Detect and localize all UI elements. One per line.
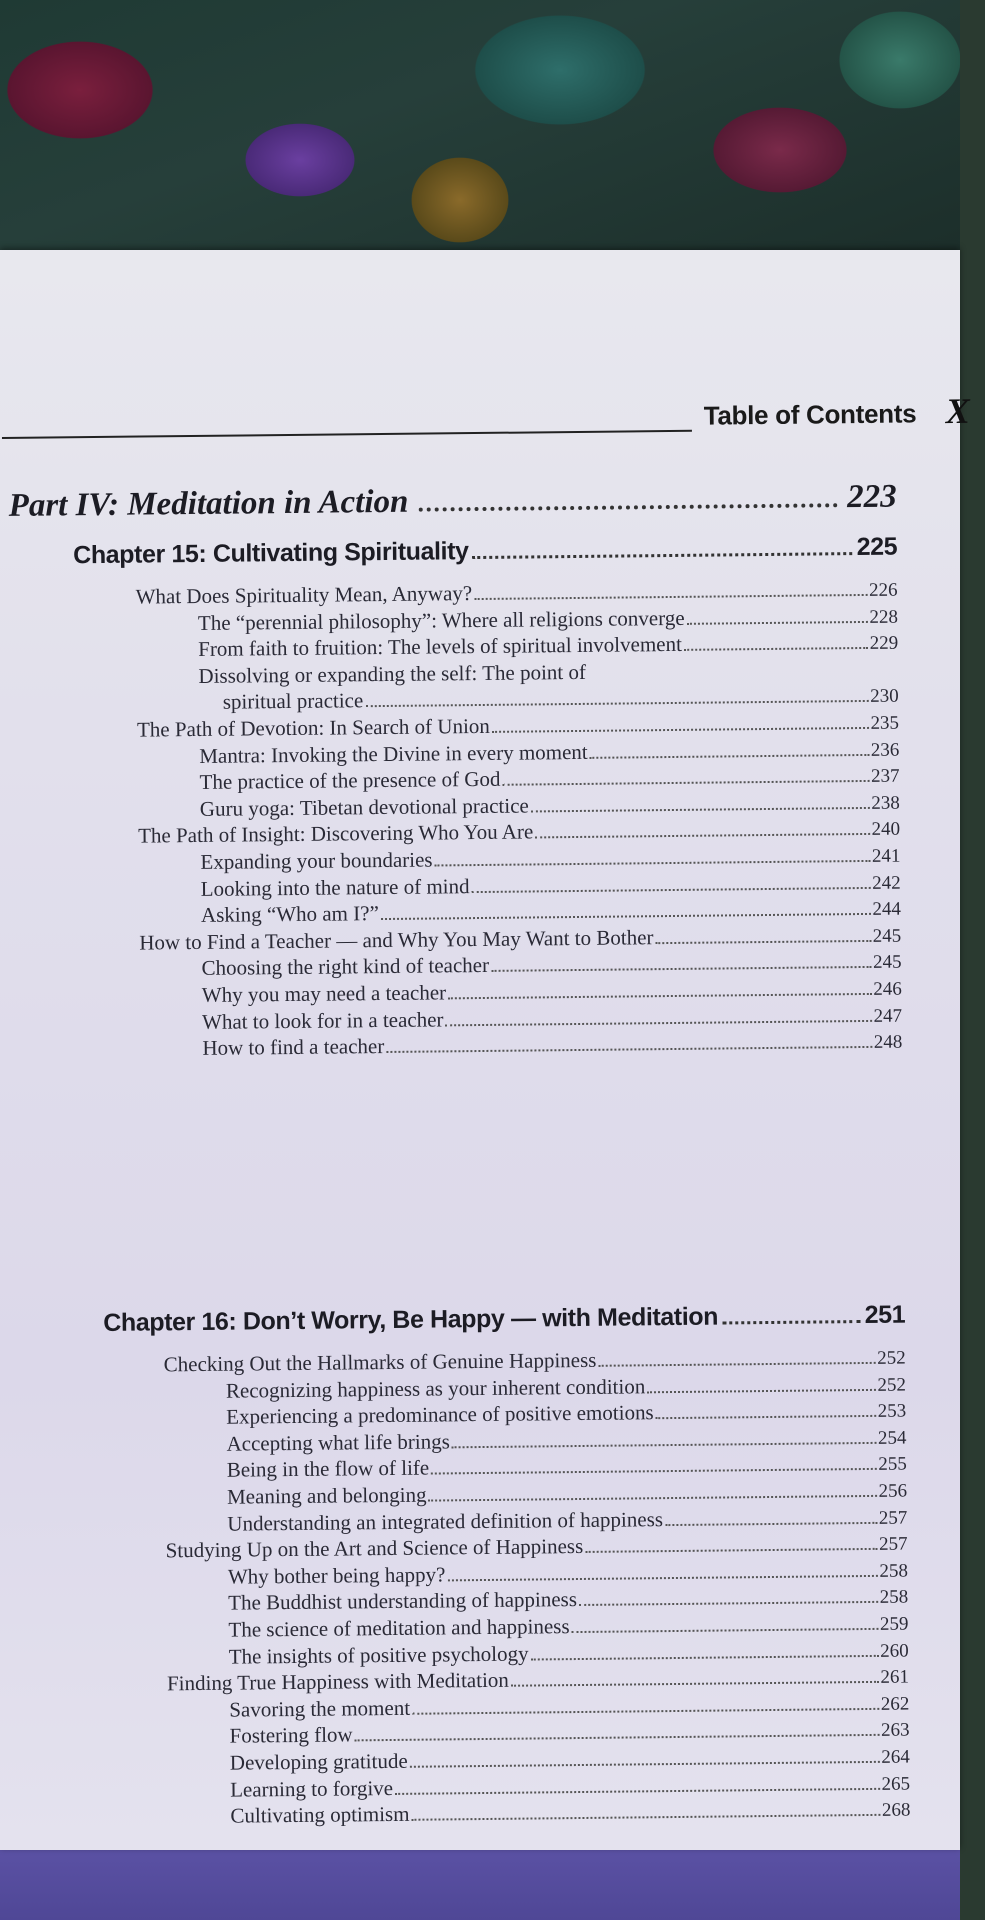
toc-entry-page-number: 228 — [869, 606, 898, 628]
dot-leader — [446, 1020, 872, 1026]
toc-entry-text: spiritual practice — [222, 688, 364, 715]
dot-leader — [722, 1320, 861, 1324]
dot-leader — [491, 966, 871, 972]
header-rule — [2, 430, 692, 439]
toc-entry-page-number: 226 — [869, 579, 898, 601]
toc-entry-page-number: 248 — [873, 1031, 903, 1054]
part-page-number: 223 — [846, 478, 897, 516]
dot-leader — [474, 594, 867, 600]
toc-entry-text: Looking into the nature of mind — [200, 873, 470, 901]
toc-entry-text: Learning to forgive — [230, 1775, 394, 1802]
toc-entry-text: What to look for in a teacher — [201, 1006, 444, 1034]
dot-leader — [684, 647, 868, 651]
dot-leader — [535, 833, 869, 839]
toc-entry-text: Dissolving or expanding the self: The point of — [198, 659, 587, 688]
toc-entry-page-number: 238 — [871, 792, 900, 814]
toc-entry-text: The Path of Insight: Discovering Who You Are — [138, 819, 534, 848]
chapter-heading — [73, 533, 897, 571]
dot-leader — [431, 1468, 876, 1475]
toc-entry-page-number: 259 — [879, 1613, 909, 1635]
toc-entry-text: The “perennial philosophy”: Where all religions converge — [197, 605, 685, 635]
dot-leader — [687, 621, 868, 625]
dot-leader — [429, 1495, 877, 1502]
dot-leader — [647, 1388, 875, 1392]
toc-entry-text: How to Find a Teacher — and Why You May Want to Bother — [139, 924, 654, 955]
toc-entry-page-number: 264 — [881, 1746, 910, 1768]
toc-entry-text: Choosing the right kind of teacher — [201, 953, 490, 981]
toc-entry-page-number: 236 — [870, 739, 900, 761]
toc-entry-text: The Path of Devotion: In Search of Union — [136, 713, 490, 742]
dot-leader — [435, 860, 870, 867]
toc-entry-text: How to find a teacher — [202, 1034, 385, 1061]
toc-entry-text: Mantra: Invoking the Divine in every moment — [199, 739, 588, 768]
toc-entry — [198, 630, 898, 662]
dot-leader — [355, 1734, 879, 1741]
toc-entry-text: Experiencing a predominance of positive emotions — [226, 1400, 654, 1429]
toc-entry-page-number: 260 — [880, 1640, 909, 1662]
page-content — [0, 240, 977, 1850]
dot-leader — [418, 503, 837, 511]
dot-leader — [386, 1046, 872, 1053]
dot-leader — [381, 913, 871, 920]
toc-entry-page-number: 246 — [873, 978, 902, 1000]
toc-entry-text: Studying Up on the Art and Science of Happiness — [165, 1534, 584, 1563]
dot-leader — [472, 887, 871, 893]
toc-entry-text: Developing gratitude — [229, 1748, 408, 1775]
toc-entry-text: Fostering flow — [229, 1722, 353, 1749]
toc-entry-text: The practice of the presence of God — [199, 766, 501, 795]
toc-entry-page-number: 235 — [870, 712, 900, 734]
dot-leader — [492, 727, 869, 733]
dot-leader — [410, 1761, 880, 1768]
toc-entry-page-number: 262 — [880, 1693, 910, 1715]
toc-entry-text: The insights of positive psychology — [228, 1641, 529, 1669]
chapter-title: Chapter 15: Cultivating Spirituality — [73, 537, 469, 570]
dot-leader — [448, 993, 871, 999]
toc-entry-page-number: 242 — [872, 872, 901, 894]
dot-leader — [590, 754, 869, 759]
toc-entry-page-number: 241 — [871, 845, 901, 867]
toc-entry-page-number: 257 — [878, 1507, 908, 1529]
dot-leader — [473, 552, 853, 559]
chapter-heading — [103, 1301, 905, 1338]
toc-entry-page-number: 252 — [877, 1347, 906, 1369]
toc-entry-page-number: 230 — [870, 686, 899, 708]
dot-leader — [531, 807, 870, 813]
toc-entry-page-number: 265 — [881, 1773, 911, 1795]
dot-leader — [598, 1362, 875, 1367]
toc-entry-page-number: 255 — [878, 1453, 907, 1476]
toc-entry — [202, 1029, 902, 1061]
toc-entry-text: Being in the flow of life — [226, 1455, 430, 1483]
dot-leader — [585, 1548, 877, 1553]
chapter-title: Chapter 16: Don’t Worry, Be Happy — with Meditation — [103, 1302, 719, 1337]
toc-entry-text: Asking “Who am I?” — [200, 901, 379, 928]
toc-entry-page-number: 256 — [878, 1480, 908, 1502]
floral-fabric-background — [0, 0, 960, 260]
toc-entry-page-number: 244 — [872, 898, 902, 921]
toc-entry-text: What Does Spirituality Mean, Anyway? — [135, 581, 473, 609]
toc-entry-text: Understanding an integrated definition of happiness — [227, 1506, 664, 1536]
toc-entry-text: Expanding your boundaries — [200, 847, 433, 874]
toc-entry — [230, 1797, 910, 1829]
toc-entry-text: Why bother being happy? — [227, 1562, 446, 1589]
toc-entry-page-number: 261 — [880, 1666, 910, 1689]
toc-entry-text: Cultivating optimism — [230, 1801, 410, 1828]
toc-entry-text: Guru yoga: Tibetan devotional practice — [199, 793, 529, 821]
toc-entry-text: The Buddhist understanding of happiness — [228, 1587, 578, 1616]
toc-entry-page-number: 245 — [872, 951, 902, 974]
toc-entry-text: Savoring the moment — [229, 1695, 411, 1722]
toc-entry-page-number: 229 — [869, 632, 899, 655]
part-heading — [8, 479, 896, 525]
dot-leader — [412, 1708, 879, 1715]
toc-entry-page-number: 245 — [872, 925, 902, 947]
dot-leader — [511, 1681, 879, 1687]
toc-entry-text: Accepting what life brings — [226, 1429, 450, 1456]
toc-entry-text: Why you may need a teacher — [201, 980, 447, 1007]
dot-leader — [452, 1442, 876, 1448]
dot-leader — [365, 700, 868, 707]
dot-leader — [655, 940, 870, 944]
toc-entry-text: Checking Out the Hallmarks of Genuine Happiness — [163, 1347, 597, 1377]
dot-leader — [656, 1415, 876, 1419]
toc-entry-page-number: 257 — [878, 1533, 908, 1556]
toc-entry-text: Meaning and belonging — [226, 1482, 427, 1509]
dot-leader — [502, 780, 869, 786]
page-header-title: Table of Contents — [703, 398, 917, 431]
dot-leader — [447, 1575, 877, 1582]
toc-entry-page-number: 237 — [870, 765, 900, 788]
toc-entry-page-number: 254 — [877, 1427, 907, 1449]
dot-leader — [412, 1814, 880, 1821]
dot-leader — [579, 1601, 878, 1606]
toc-entry-text: From faith to fruition: The levels of spiritual involvement — [198, 632, 682, 662]
toc-entry-page-number: 263 — [880, 1719, 910, 1742]
page-edge-glyph: X — [945, 390, 970, 432]
toc-entry-page-number: 268 — [881, 1799, 911, 1822]
dot-leader — [665, 1521, 877, 1525]
toc-entry-page-number: 253 — [877, 1400, 907, 1423]
toc-entry-page-number: 258 — [879, 1560, 908, 1582]
chapter-page-number: 251 — [864, 1300, 906, 1330]
toc-entry-page-number: 258 — [879, 1586, 909, 1609]
toc-entry-text: The science of meditation and happiness — [228, 1614, 570, 1642]
toc-entry-text: Finding True Happiness with Meditation — [166, 1667, 509, 1696]
part-title: Part IV: Meditation in Action — [8, 483, 409, 524]
dot-leader — [531, 1654, 879, 1660]
dot-leader — [572, 1628, 878, 1633]
toc-entry-page-number: 240 — [871, 818, 901, 841]
dot-leader — [395, 1787, 880, 1794]
toc-entry-text: Recognizing happiness as your inherent condition — [225, 1373, 646, 1403]
toc-entry-page-number: 252 — [877, 1374, 907, 1396]
toc-entry-page-number: 247 — [873, 1005, 903, 1027]
chapter-page-number: 225 — [856, 532, 898, 562]
book-page — [0, 250, 970, 1850]
